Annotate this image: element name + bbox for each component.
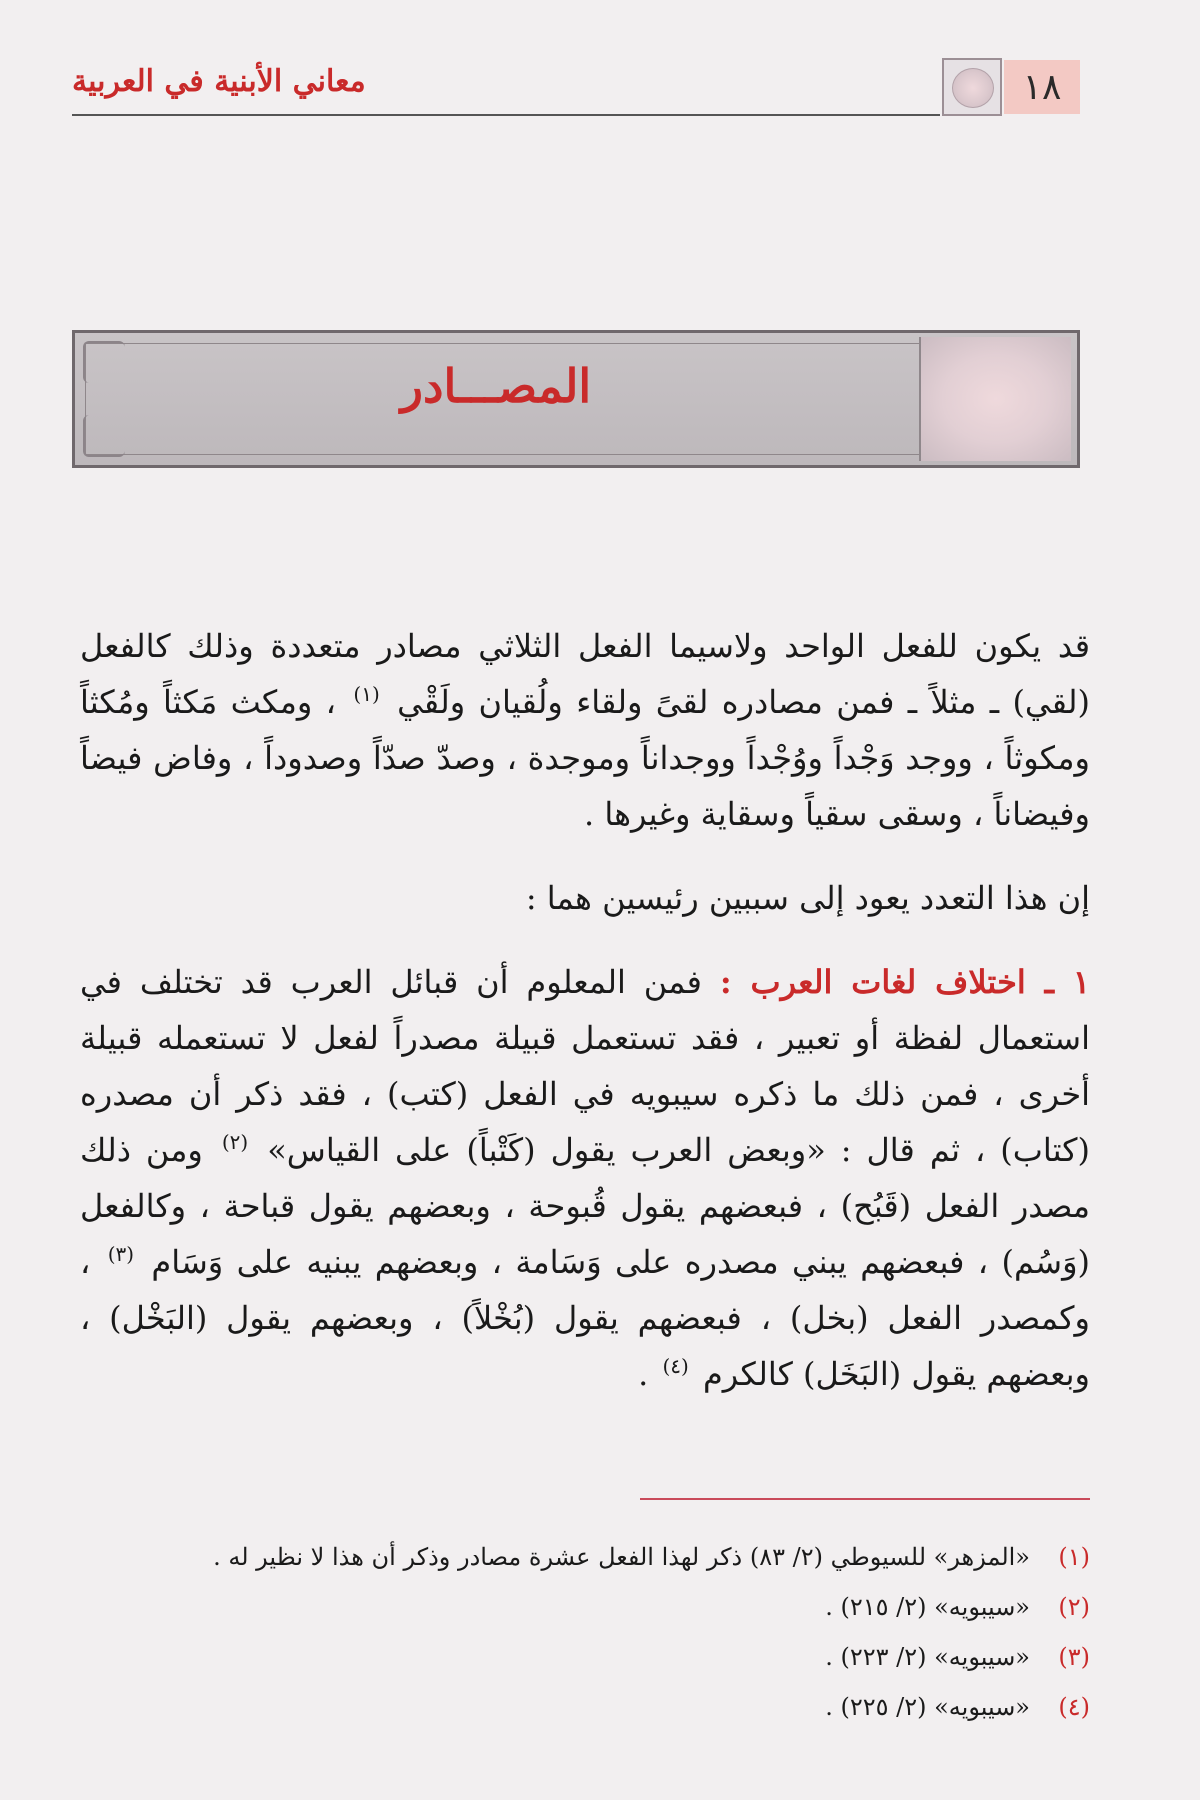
paragraph-1 — [80, 618, 1090, 842]
footnote-ref-2[interactable]: (٢) — [221, 1130, 249, 1155]
footnote-text: «سيبويه» (٢/ ٢٢٥) . — [825, 1693, 1030, 1721]
banner-medallion-icon — [919, 337, 1071, 461]
footnote-text: «سيبويه» (٢/ ٢١٥) . — [825, 1593, 1030, 1621]
section-title: المصـــادر — [400, 359, 592, 413]
subheading-dialects: ١ ـ اختلاف لغات العرب : — [719, 963, 1091, 1001]
paragraph-1-text-a: قد يكون للفعل الواحد ولاسيما الفعل الثلاثي مصادر متعددة وذلك كالفعل (لقي) ـ مثلاً ـ فمن مصادره لقىً ولقاء ولُقيان ولَقْي — [80, 627, 1091, 721]
footnote-text: «المزهر» للسيوطي (٢/ ٨٣) ذكر لهذا الفعل عشرة مصادر وذكر أن هذا لا نظير له . — [213, 1543, 1030, 1571]
footnote-item — [80, 1682, 1090, 1732]
footnote-number: (١) — [1058, 1543, 1090, 1571]
page-header — [72, 52, 1080, 118]
section-banner — [72, 330, 1080, 468]
body-text — [80, 618, 1090, 1402]
footnote-divider — [640, 1498, 1090, 1500]
footnote-item — [80, 1582, 1090, 1632]
paragraph-3-text-c: ، وكمصدر الفعل (بخل) ، فبعضهم يقول (بُخْلاً) ، وبعضهم يقول (البَخْل) ، وبعضهم يقول (البَخَل) كالكرم — [80, 1243, 1090, 1393]
footnote-ref-4[interactable]: (٤) — [662, 1354, 689, 1379]
footnote-text: «سيبويه» (٢/ ٢٢٣) . — [825, 1643, 1030, 1671]
banner-corner-ornament-icon — [83, 415, 125, 457]
paragraph-3 — [80, 954, 1090, 1402]
footnote-ref-1[interactable]: (١) — [353, 682, 380, 707]
rosette-icon — [952, 68, 994, 108]
paragraph-1-text-b: ، ومكث مَكثاً ومُكثاً ومكوثاً ، ووجد وَجْداً ووُجْداً ووجداناً وموجدة ، وصدّ صدّاً وصدوداً ، وفاض فيضاً وفيضاناً ، وسقى سقياً وسقاية وغيرها . — [80, 683, 1090, 833]
page-number: ١٨ — [1004, 60, 1080, 114]
footnote-item — [80, 1632, 1090, 1682]
footnote-number: (٢) — [1058, 1593, 1090, 1621]
header-rule — [72, 114, 940, 116]
header-ornament-icon — [942, 58, 1002, 116]
paragraph-2: إن هذا التعدد يعود إلى سببين رئيسين هما : — [525, 879, 1090, 917]
paragraph-3-text-a: فمن المعلوم أن قبائل العرب قد تختلف في استعمال لفظة أو تعبير ، فقد تستعمل قبيلة مصدراً لفعل لا تستعمله قبيلة أخرى ، فمن ذلك ما ذكره سيبويه في الفعل (كتب) ، فقد ذكر أن مصدره (كتاب) ، ثم قال : «وبعض العرب يقول (كَتْباً) على القياس» — [80, 963, 1091, 1169]
paragraph-3-text-b: ومن ذلك مصدر الفعل (قَبُح) ، فبعضهم يقول قُبوحة ، وبعضهم يقول قباحة ، وكالفعل (وَسُم) ، فبعضهم يبني مصدره على وَسَامة ، وبعضهم يبنيه على وَسَام — [80, 1131, 1091, 1281]
footnotes — [80, 1532, 1090, 1732]
paragraph-3-end: . — [638, 1355, 649, 1393]
running-title: معاني الأبنية في العربية — [72, 64, 366, 99]
footnote-number: (٤) — [1058, 1693, 1090, 1721]
footnote-item — [80, 1532, 1090, 1582]
footnote-ref-3[interactable]: (٣) — [107, 1242, 135, 1267]
footnote-number: (٣) — [1058, 1643, 1090, 1671]
